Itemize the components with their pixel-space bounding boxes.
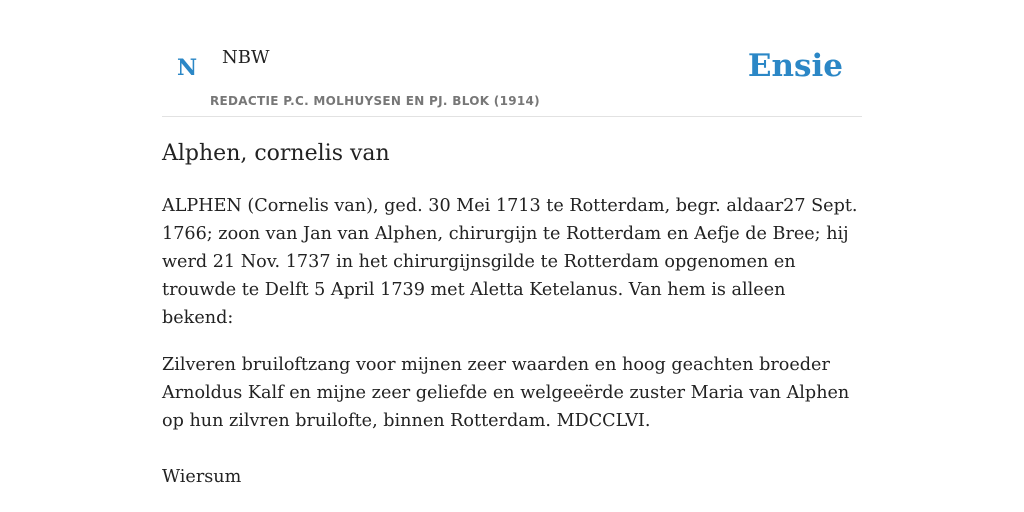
source-logo[interactable]: N [177,55,198,81]
entry-title: Alphen, cornelis van [162,141,390,166]
entry-content [162,138,862,491]
entry-paragraph: ALPHEN (Cornelis van), ged. 30 Mei 1713 te Rotterdam, begr. aldaar27 Sept. 1766; zoon van Jan van Alphen, chirurgijn te Rotterdam en Aefje de Bree; hij werd 21 Nov. 1737 in het chirurgijnsgilde te Rotterdam opgenomen en trouwde te Delft 5 April 1739 met Aletta Ketelanus. Van hem is alleen bekend: [162,196,858,328]
brand-logo-link[interactable]: Ensie [747,48,843,84]
entry-author: Wiersum [162,467,242,487]
source-title[interactable]: NBW [222,47,270,68]
site-header [162,0,862,117]
entry-paragraph: Zilveren bruiloftzang voor mijnen zeer waarden en hoog geachten broeder Arnoldus Kalf en mijne zeer geliefde en welgeeërde zuster Maria van Alphen op hun zilvren bruilofte, binnen Rotterdam. MDCCLVI. [162,355,850,431]
source-subtitle: REDACTIE P.C. MOLHUYSEN EN PJ. BLOK (1914) [210,94,540,108]
